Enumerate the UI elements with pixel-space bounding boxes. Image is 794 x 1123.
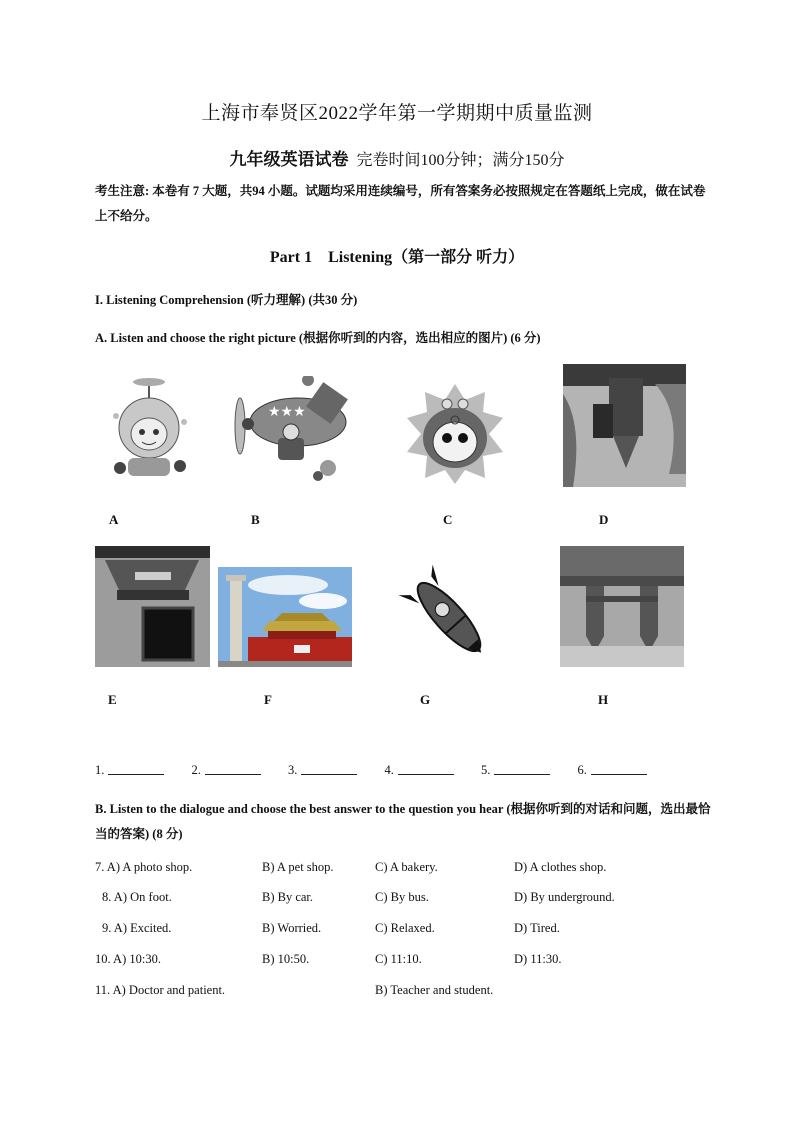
question-8-option-c: C) By bus. bbox=[375, 890, 429, 904]
question-10-option-a: 10. A) 10:30. bbox=[95, 952, 161, 966]
question-7-option-a: 7. A) A photo shop. bbox=[95, 860, 193, 874]
question-8-option-b: B) By car. bbox=[262, 890, 314, 904]
question-11-option-a: 11. A) Doctor and patient. bbox=[95, 983, 226, 997]
answer-blank[interactable] bbox=[494, 762, 550, 775]
tiananmen-photo-icon bbox=[218, 567, 352, 667]
svg-text:★★★: ★★★ bbox=[268, 405, 306, 420]
question-9-option-d: D) Tired. bbox=[514, 921, 560, 935]
rocket-icon bbox=[396, 565, 502, 669]
blank-label: 6. bbox=[577, 763, 587, 777]
blank-label: 1. bbox=[95, 763, 105, 777]
answer-blank[interactable] bbox=[301, 762, 357, 775]
section-b-heading: B. Listen to the dialogue and choose the best answer to the question you hear (根据你听到的对话和问题，选出最恰当的答案) (8 分) bbox=[95, 802, 711, 841]
picture-label-g: G bbox=[420, 692, 431, 707]
picture-label-h: H bbox=[598, 692, 609, 707]
blank-label: 2. bbox=[191, 763, 201, 777]
section-i-heading: I. Listening Comprehension (听力理解) (共30 分) bbox=[95, 293, 358, 307]
question-7-option-c: C) A bakery. bbox=[375, 860, 438, 874]
page-title: 上海市奉贤区2022学年第一学期期中质量监测 bbox=[201, 103, 593, 124]
question-11-option-b: B) Teacher and student. bbox=[375, 983, 494, 997]
exam-notice: 考生注意: 本卷有 7 大题，共94 小题。试题均采用连续编号，所有答案务必按照规定在答题纸上完成，做在试卷上不给分。 bbox=[95, 184, 706, 223]
question-10-option-b: B) 10:50. bbox=[262, 952, 310, 966]
blank-label: 5. bbox=[481, 763, 491, 777]
question-7-option-d: D) A clothes shop. bbox=[514, 860, 607, 874]
picture-label-c: C bbox=[443, 512, 453, 527]
answer-blank[interactable] bbox=[108, 762, 164, 775]
picture-label-d: D bbox=[599, 512, 609, 527]
picture-label-f: F bbox=[264, 692, 272, 707]
airplane-cartoon-icon bbox=[228, 376, 356, 486]
skydiver-cartoon-icon bbox=[98, 376, 200, 486]
tower-bridge-photo-icon bbox=[560, 546, 684, 667]
answer-blanks bbox=[95, 762, 671, 778]
question-10-option-d: D) 11:30. bbox=[514, 952, 562, 966]
exam-name: 九年级英语试卷 bbox=[229, 150, 349, 169]
blank-label: 3. bbox=[288, 763, 298, 777]
answer-blank[interactable] bbox=[205, 762, 261, 775]
question-8-option-d: D) By underground. bbox=[514, 890, 615, 904]
answer-blank[interactable] bbox=[591, 762, 647, 775]
picture-label-e: E bbox=[108, 692, 117, 707]
part-title: Part 1 Listening（第一部分 听力） bbox=[269, 249, 525, 266]
robot-face-icon bbox=[405, 382, 505, 486]
blank-label: 4. bbox=[384, 763, 394, 777]
picture-label-b: B bbox=[251, 512, 260, 527]
exam-subtitle bbox=[0, 145, 794, 170]
range-hood-icon bbox=[95, 546, 210, 667]
exam-time-score: 完卷时间100分钟；满分150分 bbox=[356, 152, 565, 169]
answer-blank[interactable] bbox=[398, 762, 454, 775]
picture-label-a: A bbox=[109, 512, 119, 527]
church-photo-icon bbox=[563, 364, 686, 487]
question-7-option-b: B) A pet shop. bbox=[262, 860, 334, 874]
question-8-option-a: 8. A) On foot. bbox=[102, 890, 172, 904]
question-9-option-c: C) Relaxed. bbox=[375, 921, 435, 935]
question-9-option-a: 9. A) Excited. bbox=[102, 921, 172, 935]
section-a-heading: A. Listen and choose the right picture (根据你听到的内容，选出相应的图片) (6 分) bbox=[95, 331, 541, 345]
question-9-option-b: B) Worried. bbox=[262, 921, 322, 935]
question-10-option-c: C) 11:10. bbox=[375, 952, 422, 966]
